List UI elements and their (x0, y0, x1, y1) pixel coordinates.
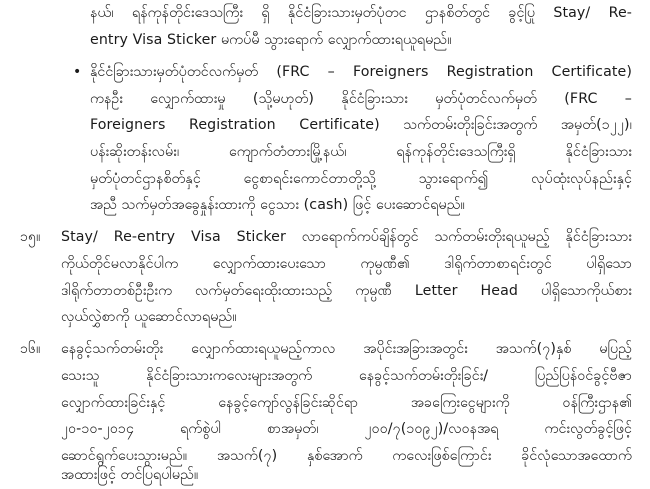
bullet-line-4: ပန်းဆိုးတန်းလမ်း၊ ကျောက်တံတားမြို့နယ်၊ ရန်ကုန်တိုင်းဒေသကြီးရှိ နိုင်ငံခြားသား (90, 144, 632, 160)
bullet-line-2: ကနဦး လျှောက်ထားမှု (သို့မဟုတ်) နိုင်ငံခြားသား မှတ်ပုံတင်လက်မှတ် (FRC – (90, 91, 632, 107)
paragraph-15-line-2: ကိုယ်တိုင်မလာနိုင်ပါက လျှောက်ထားပေးသော ကုမ္ပဏီ၏ ဒါရိုက်တာစာရင်းတွင် ပါရှိသော (61, 256, 632, 272)
bullet-line-5: မှတ်ပုံတင်ဌာနစိတ်နှင့် ငွေစာရင်းကောင်တာတို့သို့ သွားရောက်၍ လုပ်ထုံးလုပ်နည်းနှင့် (90, 171, 632, 187)
continuation-line-2: entry Visa Sticker မကပ်မီ သွားရောက် လျှောက်ထားရယူရမည်။ (90, 32, 452, 48)
paragraph-16-line-2: သေးသူ နိုင်ငံခြားသားကလေးများအတွက် နေခွင့်သက်တမ်းတိုးခြင်း/ ပြည်ပြန်ဝင်ခွင့်ဗီဇာ (61, 368, 632, 384)
paragraph-16-line-3: လျှောက်ထားခြင်းနှင့် နေခွင့်ကျော်လွန်ခြင်းဆိုင်ရာ အခကြေးငွေများကို ဝန်ကြီးဌာန၏ (61, 395, 632, 411)
paragraph-16-line-1: နေခွင့်သက်တမ်းတိုး လျှောက်ထားရယူမည့်ကာလ အပိုင်းအခြားအတွင်း အသက်(၇)နှစ် မပြည့် (61, 341, 632, 357)
bullet-line-6: အညီ သက်မှတ်အခွေနှုန်းထားကို ငွေသား (cash) ဖြင့် ပေးဆောင်ရမည်။ (90, 197, 465, 213)
paragraph-15-line-3: ဒါရိုက်တာတစ်ဦးဦးက လက်မှတ်ရေးထိုးထားသည့် ကုမ္ပဏီ Letter Head ပါရှိသောကိုယ်စား (61, 283, 632, 299)
paragraph-15-line-1: Stay/ Re-entry Visa Sticker လာရောက်ကပ်ချိန်တွင် သက်တမ်းတိုးရယူမည့် နိုင်ငံခြားသား (61, 229, 632, 245)
paragraph-15-line-4: လှယ်လွှဲစာကို ယူဆောင်လာရမည်။ (61, 309, 237, 325)
paragraph-number-15: ၁၅။ (20, 229, 41, 245)
paragraph-16-line-4: ၂၀-၁၀-၂၀၁၄ ရက်စွဲပါ စာအမှတ်၊ ၂၀၀/၇(၁၀၉၂)/လဝနအရ ကင်းလွတ်ခွင့်ဖြင့် (61, 421, 632, 437)
paragraph-number-16: ၁၆။ (20, 341, 41, 357)
bullet-marker: • (73, 64, 82, 80)
paragraph-16-line-6: အထားဖြင့် တင်ပြရပါမည်။ (61, 467, 199, 483)
paragraph-16-line-5: ဆောင်ရွက်ပေးသွားမည်။ အသက်(၇) နှစ်အောက် ကလေးဖြစ်ကြောင်း ခိုင်လုံသောအထောက် (61, 448, 632, 464)
bullet-line-1: နိုင်ငံခြားသားမှတ်ပုံတင်လက်မှတ် (FRC – Foreigners Registration Certificate) (90, 64, 632, 80)
bullet-line-3: Foreigners Registration Certificate) သက်တမ်းတိုးခြင်းအတွက် အမှတ်(၁၂၂)၊ (90, 117, 632, 133)
continuation-line-1: နယ်၊ ရန်ကုန်တိုင်းဒေသကြီး ရှိ နိုင်ငံခြားသားမှတ်ပုံတင ဌာနစိတ်တွင် ခွင့်ပြု Stay/ Re- (90, 5, 632, 21)
